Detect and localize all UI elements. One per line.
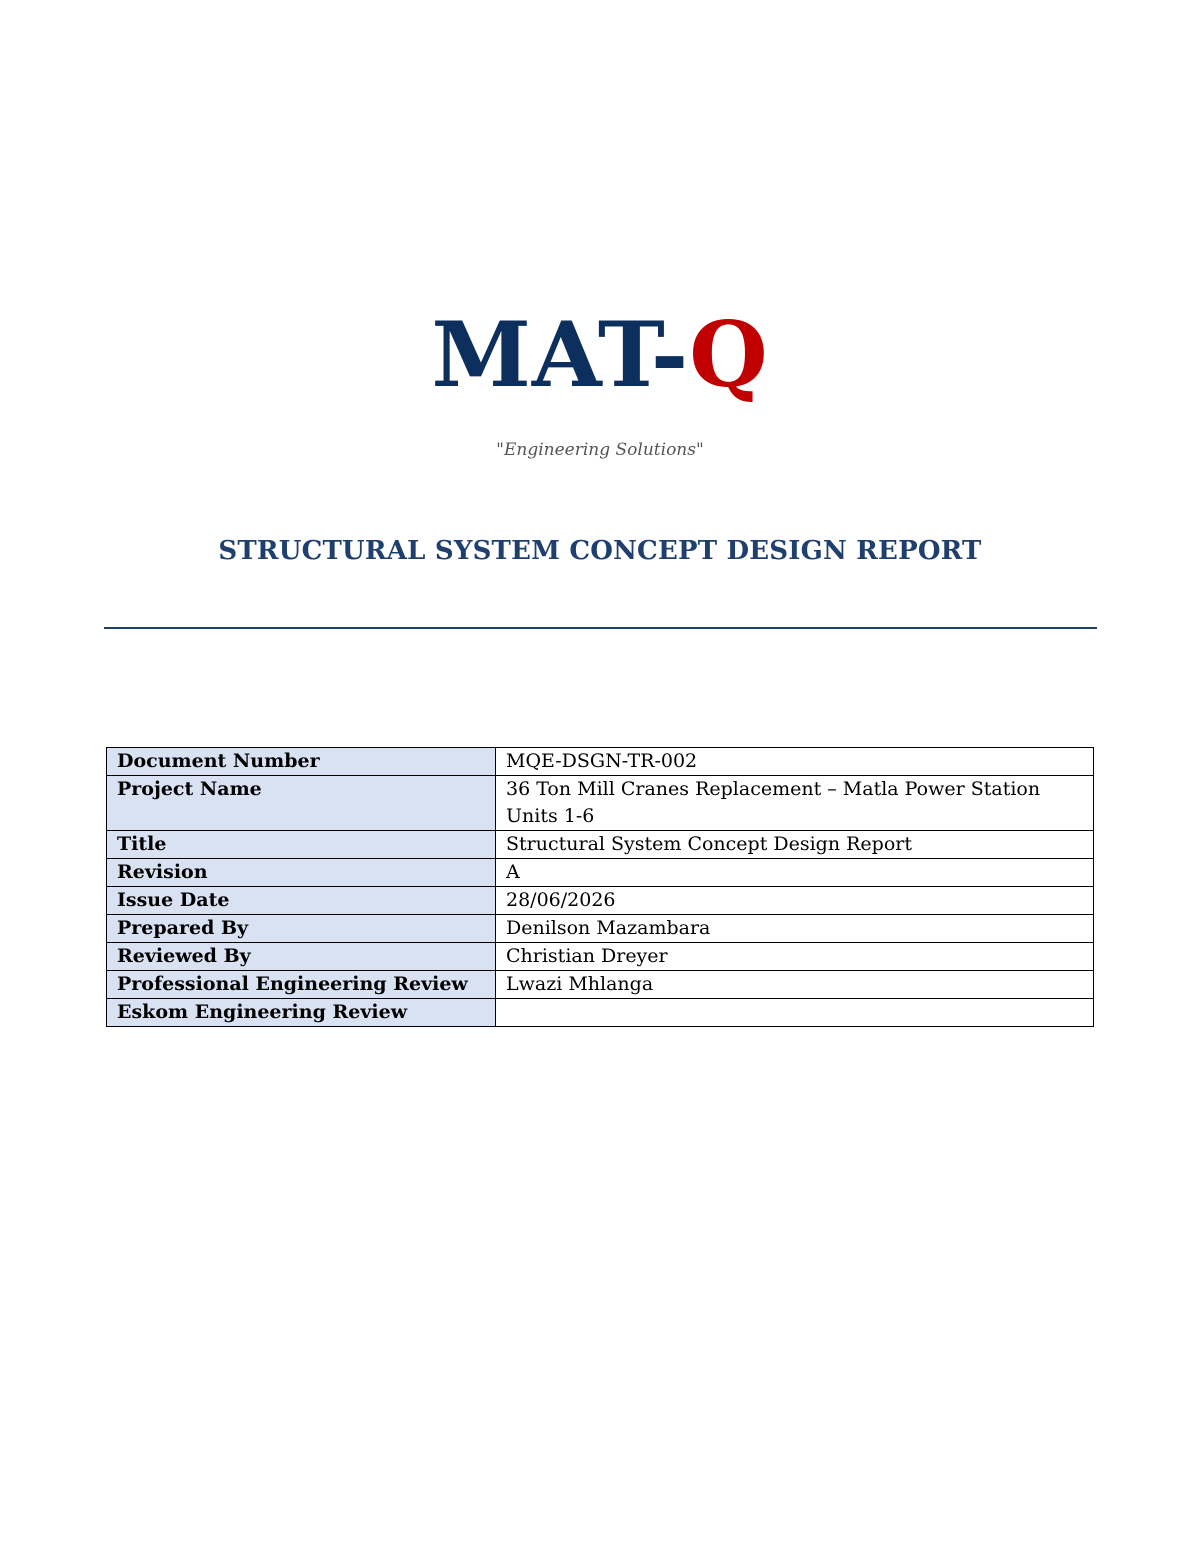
row-value xyxy=(496,999,1094,1027)
table-row xyxy=(107,887,1094,915)
row-value: Denilson Mazambara xyxy=(496,915,1094,943)
document-info-table xyxy=(106,747,1094,1027)
row-label: Revision xyxy=(107,859,496,887)
table-row xyxy=(107,748,1094,776)
row-label: Document Number xyxy=(107,748,496,776)
table-row xyxy=(107,831,1094,859)
table-row xyxy=(107,999,1094,1027)
company-tagline: "Engineering Solutions" xyxy=(496,440,704,460)
row-value: 28/06/2026 xyxy=(496,887,1094,915)
table-row xyxy=(107,776,1094,831)
logo-text-dash: - xyxy=(650,302,690,408)
row-value: MQE-DSGN-TR-002 xyxy=(496,748,1094,776)
row-label: Project Name xyxy=(107,776,496,831)
row-label: Reviewed By xyxy=(107,943,496,971)
row-value: A xyxy=(496,859,1094,887)
row-label: Prepared By xyxy=(107,915,496,943)
logo-text-q: Q xyxy=(689,302,769,408)
row-value: Christian Dreyer xyxy=(496,943,1094,971)
row-label: Issue Date xyxy=(107,887,496,915)
table-row xyxy=(107,943,1094,971)
logo-text-mat: MAT xyxy=(431,302,651,408)
table-row xyxy=(107,971,1094,999)
row-value: Lwazi Mhlanga xyxy=(496,971,1094,999)
company-logo xyxy=(0,300,1200,410)
row-value: 36 Ton Mill Cranes Replacement – Matla Power Station Units 1-6 xyxy=(496,776,1094,831)
row-label: Eskom Engineering Review xyxy=(107,999,496,1027)
document-title: STRUCTURAL SYSTEM CONCEPT DESIGN REPORT xyxy=(218,536,982,566)
title-divider xyxy=(104,627,1097,629)
table-row xyxy=(107,915,1094,943)
table-row xyxy=(107,859,1094,887)
row-value: Structural System Concept Design Report xyxy=(496,831,1094,859)
row-label: Title xyxy=(107,831,496,859)
row-label: Professional Engineering Review xyxy=(107,971,496,999)
